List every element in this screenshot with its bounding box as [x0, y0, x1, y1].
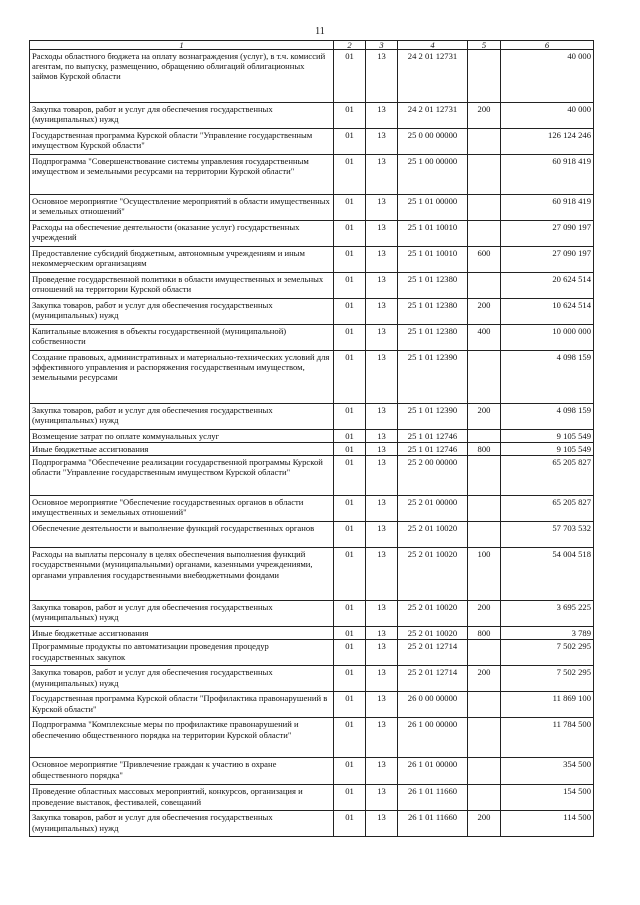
cell-rz: 01 [334, 50, 366, 103]
cell-vr: 800 [468, 443, 501, 456]
cell-vr [468, 195, 501, 221]
cell-rz: 01 [334, 103, 366, 129]
cell-vr: 200 [468, 666, 501, 692]
cell-pr: 13 [366, 548, 398, 601]
table-row [30, 666, 594, 692]
table-row [30, 456, 594, 496]
cell-name: Предоставление субсидий бюджетным, автономным учреждениям и иным некоммерческим организациям [30, 247, 334, 273]
cell-sum: 4 098 159 [501, 404, 594, 430]
cell-vr [468, 718, 501, 758]
cell-sum: 57 703 532 [501, 522, 594, 548]
cell-csr: 26 0 00 00000 [398, 692, 468, 718]
cell-csr: 26 1 01 00000 [398, 758, 468, 785]
cell-vr [468, 758, 501, 785]
cell-rz: 01 [334, 601, 366, 627]
cell-name: Государственная программа Курской области "Управление государственным имуществом Курской области" [30, 129, 334, 155]
cell-csr: 25 1 01 12380 [398, 325, 468, 351]
cell-csr: 24 2 01 12731 [398, 103, 468, 129]
cell-sum: 10 000 000 [501, 325, 594, 351]
cell-vr: 200 [468, 103, 501, 129]
cell-csr: 25 1 01 12390 [398, 351, 468, 404]
cell-pr: 13 [366, 247, 398, 273]
cell-vr [468, 273, 501, 299]
cell-sum: 3 695 225 [501, 601, 594, 627]
cell-vr [468, 351, 501, 404]
cell-name: Проведение областных массовых мероприятий, конкурсов, организация и проведение выставок, фестивалей, совещаний [30, 785, 334, 811]
cell-pr: 13 [366, 155, 398, 195]
col-header-csr: 4 [398, 41, 468, 50]
cell-pr: 13 [366, 50, 398, 103]
cell-name: Обеспечение деятельности и выполнение функций государственных органов [30, 522, 334, 548]
col-header-rz: 2 [334, 41, 366, 50]
budget-table [29, 40, 594, 837]
cell-sum: 126 124 246 [501, 129, 594, 155]
cell-csr: 24 2 01 12731 [398, 50, 468, 103]
table-row [30, 273, 594, 299]
cell-name: Основное мероприятие "Осуществление мероприятий в области имущественных и земельных отношений" [30, 195, 334, 221]
cell-rz: 01 [334, 273, 366, 299]
cell-vr [468, 456, 501, 496]
cell-sum: 11 869 100 [501, 692, 594, 718]
cell-rz: 01 [334, 522, 366, 548]
cell-name: Иные бюджетные ассигнования [30, 443, 334, 456]
cell-csr: 25 1 01 12746 [398, 430, 468, 443]
cell-sum: 54 004 518 [501, 548, 594, 601]
cell-vr [468, 785, 501, 811]
table-row [30, 325, 594, 351]
cell-pr: 13 [366, 404, 398, 430]
cell-csr: 25 1 01 10010 [398, 221, 468, 247]
cell-name: Капитальные вложения в объекты государственной (муниципальной) собственности [30, 325, 334, 351]
table-body [30, 50, 594, 837]
table-row [30, 299, 594, 325]
table-row [30, 155, 594, 195]
cell-csr: 26 1 01 11660 [398, 785, 468, 811]
cell-name: Государственная программа Курской области "Профилактика правонарушений в Курской области" [30, 692, 334, 718]
cell-csr: 25 1 01 12746 [398, 443, 468, 456]
cell-name: Возмещение затрат по оплате коммунальных услуг [30, 430, 334, 443]
cell-rz: 01 [334, 496, 366, 522]
cell-vr: 200 [468, 404, 501, 430]
cell-csr: 25 2 00 00000 [398, 456, 468, 496]
table-row [30, 718, 594, 758]
cell-pr: 13 [366, 299, 398, 325]
cell-pr: 13 [366, 666, 398, 692]
cell-sum: 154 500 [501, 785, 594, 811]
cell-sum: 11 784 500 [501, 718, 594, 758]
table-row [30, 103, 594, 129]
cell-pr: 13 [366, 351, 398, 404]
cell-sum: 9 105 549 [501, 430, 594, 443]
cell-pr: 13 [366, 496, 398, 522]
cell-vr: 200 [468, 811, 501, 837]
cell-rz: 01 [334, 692, 366, 718]
cell-rz: 01 [334, 299, 366, 325]
cell-name: Основное мероприятие "Обеспечение государственных органов в области имущественных и земельных отношений" [30, 496, 334, 522]
cell-csr: 25 1 01 00000 [398, 195, 468, 221]
cell-pr: 13 [366, 627, 398, 640]
cell-vr [468, 640, 501, 666]
cell-pr: 13 [366, 129, 398, 155]
cell-pr: 13 [366, 718, 398, 758]
table-row [30, 195, 594, 221]
cell-csr: 26 1 00 00000 [398, 718, 468, 758]
cell-rz: 01 [334, 325, 366, 351]
cell-csr: 25 2 01 10020 [398, 548, 468, 601]
cell-rz: 01 [334, 221, 366, 247]
cell-vr [468, 129, 501, 155]
cell-vr [468, 155, 501, 195]
table-row [30, 548, 594, 601]
cell-name: Расходы на выплаты персоналу в целях обеспечения выполнения функций государственными (муниципальными) органами, казенными учреждениями, органами управления государственными внебюджетными фондами [30, 548, 334, 601]
cell-csr: 25 1 00 00000 [398, 155, 468, 195]
cell-sum: 20 624 514 [501, 273, 594, 299]
cell-sum: 65 205 827 [501, 496, 594, 522]
cell-csr: 25 1 01 12390 [398, 404, 468, 430]
cell-vr [468, 496, 501, 522]
table-row [30, 758, 594, 785]
cell-name: Закупка товаров, работ и услуг для обеспечения государственных (муниципальных) нужд [30, 601, 334, 627]
cell-vr: 600 [468, 247, 501, 273]
cell-name: Подпрограмма "Совершенствование системы управления государственным имуществом и земельными ресурсами на территории Курской области" [30, 155, 334, 195]
cell-vr: 100 [468, 548, 501, 601]
table-row [30, 221, 594, 247]
cell-csr: 25 2 01 10020 [398, 522, 468, 548]
cell-pr: 13 [366, 325, 398, 351]
cell-vr [468, 50, 501, 103]
cell-rz: 01 [334, 640, 366, 666]
cell-csr: 25 2 01 12714 [398, 666, 468, 692]
table-row [30, 522, 594, 548]
header-row [30, 41, 594, 50]
table-row [30, 50, 594, 103]
cell-sum: 27 090 197 [501, 221, 594, 247]
table-row [30, 443, 594, 456]
cell-sum: 354 500 [501, 758, 594, 785]
cell-sum: 10 624 514 [501, 299, 594, 325]
cell-vr [468, 221, 501, 247]
col-header-vr: 5 [468, 41, 501, 50]
cell-sum: 60 918 419 [501, 155, 594, 195]
col-header-name: 1 [30, 41, 334, 50]
cell-sum: 40 000 [501, 50, 594, 103]
col-header-pr: 3 [366, 41, 398, 50]
cell-rz: 01 [334, 627, 366, 640]
cell-vr [468, 692, 501, 718]
cell-sum: 65 205 827 [501, 456, 594, 496]
cell-rz: 01 [334, 811, 366, 837]
cell-vr [468, 430, 501, 443]
cell-csr: 25 0 00 00000 [398, 129, 468, 155]
cell-pr: 13 [366, 103, 398, 129]
page-number: 11 [315, 26, 325, 37]
cell-sum: 40 000 [501, 103, 594, 129]
cell-name: Создание правовых, административных и материально-технических условий для эффективного управления и распоряжения государственным имуществом, земельными ресурсами [30, 351, 334, 404]
cell-rz: 01 [334, 155, 366, 195]
cell-pr: 13 [366, 785, 398, 811]
cell-name: Подпрограмма "Обеспечение реализации государственной программы Курской области "Управление государственным имуществом Курской области" [30, 456, 334, 496]
cell-sum: 27 090 197 [501, 247, 594, 273]
cell-csr: 25 1 01 12380 [398, 273, 468, 299]
cell-rz: 01 [334, 456, 366, 496]
cell-rz: 01 [334, 351, 366, 404]
cell-rz: 01 [334, 443, 366, 456]
table-row [30, 692, 594, 718]
cell-sum: 7 502 295 [501, 640, 594, 666]
table-row [30, 129, 594, 155]
cell-sum: 114 500 [501, 811, 594, 837]
cell-name: Иные бюджетные ассигнования [30, 627, 334, 640]
cell-pr: 13 [366, 273, 398, 299]
cell-csr: 25 2 01 00000 [398, 496, 468, 522]
cell-name: Расходы областного бюджета на оплату вознаграждения (услуг), в т.ч. комиссий агентам, по выпуску, размещению, обращению облигаций облигационных займов Курской области [30, 50, 334, 103]
cell-rz: 01 [334, 785, 366, 811]
cell-rz: 01 [334, 195, 366, 221]
cell-rz: 01 [334, 666, 366, 692]
cell-vr: 200 [468, 299, 501, 325]
cell-vr [468, 522, 501, 548]
cell-sum: 7 502 295 [501, 666, 594, 692]
cell-csr: 26 1 01 11660 [398, 811, 468, 837]
table-row [30, 785, 594, 811]
cell-csr: 25 1 01 12380 [398, 299, 468, 325]
cell-name: Основное мероприятие "Привлечение граждан к участию в охране общественного порядка" [30, 758, 334, 785]
cell-vr: 200 [468, 601, 501, 627]
cell-pr: 13 [366, 811, 398, 837]
table-row [30, 496, 594, 522]
cell-name: Расходы на обеспечение деятельности (оказание услуг) государственных учреждений [30, 221, 334, 247]
table-row [30, 430, 594, 443]
cell-rz: 01 [334, 758, 366, 785]
cell-pr: 13 [366, 221, 398, 247]
table-row [30, 601, 594, 627]
table-row [30, 351, 594, 404]
cell-name: Программные продукты по автоматизации проведения процедур государственных закупок [30, 640, 334, 666]
cell-vr: 400 [468, 325, 501, 351]
table-row [30, 640, 594, 666]
cell-name: Закупка товаров, работ и услуг для обеспечения государственных (муниципальных) нужд [30, 299, 334, 325]
cell-vr: 800 [468, 627, 501, 640]
cell-pr: 13 [366, 522, 398, 548]
cell-rz: 01 [334, 247, 366, 273]
table-row [30, 811, 594, 837]
table-row [30, 627, 594, 640]
cell-name: Закупка товаров, работ и услуг для обеспечения государственных (муниципальных) нужд [30, 103, 334, 129]
cell-csr: 25 2 01 10020 [398, 627, 468, 640]
cell-pr: 13 [366, 195, 398, 221]
cell-sum: 3 789 [501, 627, 594, 640]
cell-name: Проведение государственной политики в области имущественных и земельных отношений на территории Курской области [30, 273, 334, 299]
cell-sum: 9 105 549 [501, 443, 594, 456]
cell-rz: 01 [334, 548, 366, 601]
cell-name: Закупка товаров, работ и услуг для обеспечения государственных (муниципальных) нужд [30, 404, 334, 430]
cell-pr: 13 [366, 456, 398, 496]
cell-name: Закупка товаров, работ и услуг для обеспечения государственных (муниципальных) нужд [30, 811, 334, 837]
col-header-sum: 6 [501, 41, 594, 50]
cell-pr: 13 [366, 430, 398, 443]
cell-csr: 25 2 01 10020 [398, 601, 468, 627]
cell-pr: 13 [366, 640, 398, 666]
cell-csr: 25 1 01 10010 [398, 247, 468, 273]
cell-sum: 4 098 159 [501, 351, 594, 404]
cell-csr: 25 2 01 12714 [398, 640, 468, 666]
cell-rz: 01 [334, 718, 366, 758]
cell-pr: 13 [366, 758, 398, 785]
cell-pr: 13 [366, 692, 398, 718]
cell-sum: 60 918 419 [501, 195, 594, 221]
table-row [30, 404, 594, 430]
cell-rz: 01 [334, 404, 366, 430]
cell-name: Закупка товаров, работ и услуг для обеспечения государственных (муниципальных) нужд [30, 666, 334, 692]
cell-name: Подпрограмма "Комплексные меры по профилактике правонарушений и обеспечению общественного порядка на территории Курской области" [30, 718, 334, 758]
cell-pr: 13 [366, 601, 398, 627]
table-row [30, 247, 594, 273]
cell-rz: 01 [334, 129, 366, 155]
cell-pr: 13 [366, 443, 398, 456]
cell-rz: 01 [334, 430, 366, 443]
